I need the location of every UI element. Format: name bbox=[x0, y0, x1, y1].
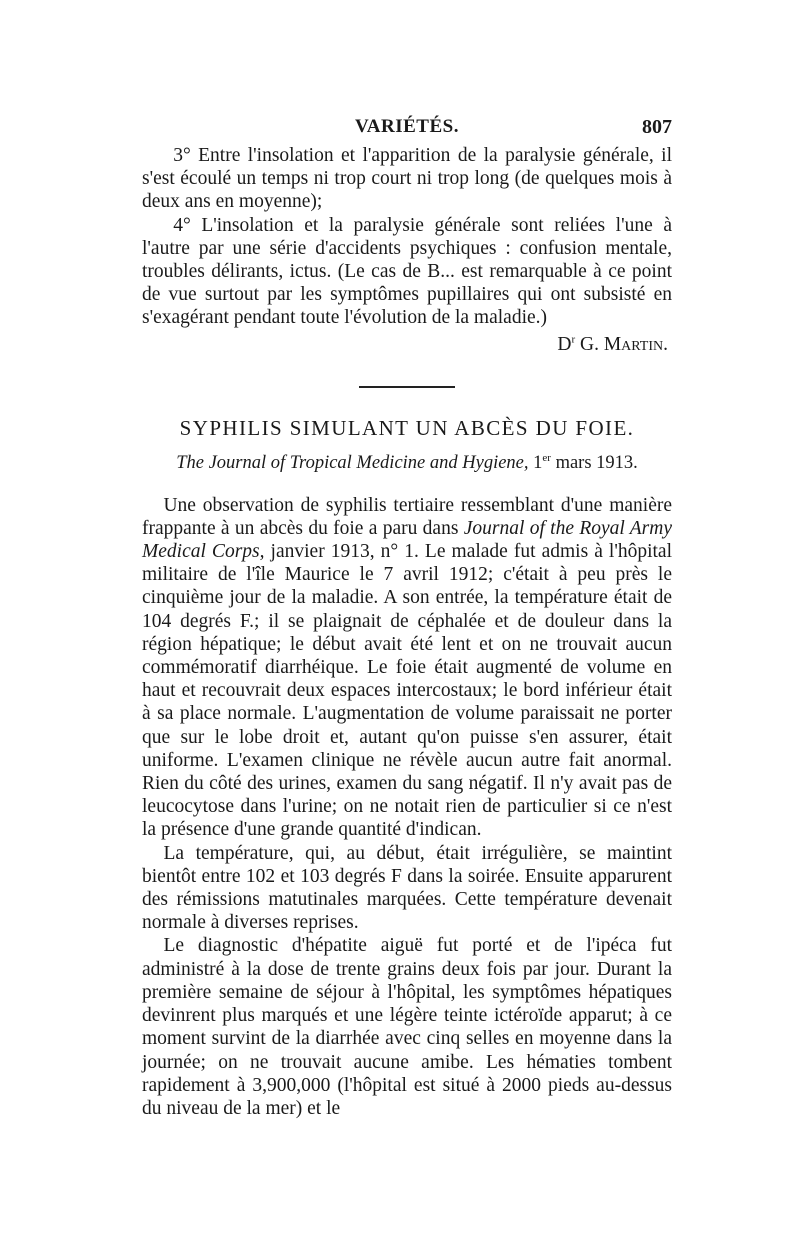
previous-article-conclusion bbox=[142, 144, 672, 356]
section-divider bbox=[359, 386, 455, 388]
article-source bbox=[142, 453, 672, 474]
running-title: VARIÉTÉS. bbox=[355, 116, 459, 137]
article-title: SYPHILIS SIMULANT UN ABCÈS DU FOIE. bbox=[179, 415, 635, 440]
source-day-sup: er bbox=[542, 451, 551, 464]
source-day: 1 bbox=[533, 452, 543, 473]
running-header bbox=[142, 112, 672, 144]
source-journal: The Journal of Tropical Medicine and Hygiene, bbox=[176, 452, 529, 473]
paragraph-1-start: Une observation de syphilis tertiaire ressemblant d'une manière frappante à un abcès du foie a paru dans bbox=[142, 494, 672, 539]
paragraph-3: Le diagnostic d'hépatite aiguë fut porté et de l'ipéca fut administré à la dose de trente grains deux fois par jour. Durant la première semaine de séjour à l'hôpital, les symptômes hépatiques devinrent plus marqués et une légère teinte ictéroïde apparut; à ce moment survint de la diarrhée avec cinq selles en moyenne dans la journée; on ne trouvait aucune amibe. Les hématies tombent rapidement à 3,900,000 (l'hôpital est situé à 2000 pieds au-dessus du niveau de la mer) et le bbox=[142, 935, 672, 1119]
conclusion-item-3: 3° Entre l'insolation et l'apparition de la paralysie générale, il s'est écoulé un temps ni trop court ni trop long (de quelques mois à deux ans en moyenne); bbox=[142, 145, 672, 213]
signature-name: G. Martin. bbox=[580, 333, 668, 355]
signature-title-sup: r bbox=[571, 333, 576, 346]
article-body bbox=[142, 494, 672, 1120]
paragraph-1 bbox=[142, 494, 672, 842]
cited-journal: Journal of the Royal Army Medical Corps, bbox=[142, 517, 672, 563]
author-signature bbox=[142, 334, 672, 356]
source-date: mars 1913. bbox=[555, 452, 638, 473]
conclusion-item-4: 4° L'insolation et la paralysie générale sont reliées l'une à l'autre par une série d'accidents psychiques : confusion mentale, troubles délirants, ictus. (Le cas de B... est remarquable à ce point de vue surtout par les symptômes pupillaires qui ont subsisté en s'exagérant pendant toute l'évolution de la maladie.) bbox=[142, 214, 672, 329]
paragraph-1-rest: janvier 1913, n° 1. Le malade fut admis à l'hôpital militaire de l'île Maurice le 7 avril 1912; c'était à peu près le cinquième jour de la maladie. A son entrée, la température était de 104 degrés F.; il se plaignait de céphalée et de douleur dans la région hépatique; le début avait été lent et on ne trouvait aucun commémoratif diarrhéique. Le foie était augmenté de volume en haut et recouvrait deux espaces intercostaux; le bord inférieur était à sa place normale. L'augmentation de volume paraissait ne porter que sur le lobe droit et, autant qu'on puisse s'en assurer, était uniforme. L'examen clinique ne révèle aucun autre fait anormal. Rien du côté des urines, examen du sang négatif. Il n'y avait pas de leucocytose dans l'urine; on ne notait rien de particulier si ce n'est la présence d'une grande quantité d'indican. bbox=[142, 541, 672, 841]
signature-title: D bbox=[557, 333, 572, 355]
paragraph-2: La température, qui, au début, était irrégulière, se maintint bientôt entre 102 et 103 degrés F dans la soirée. Ensuite apparurent des rémissions matutinales marquées. Cette température devenait normale à diverses reprises. bbox=[142, 842, 672, 934]
document-page bbox=[142, 112, 672, 1120]
page-number: 807 bbox=[642, 116, 672, 138]
